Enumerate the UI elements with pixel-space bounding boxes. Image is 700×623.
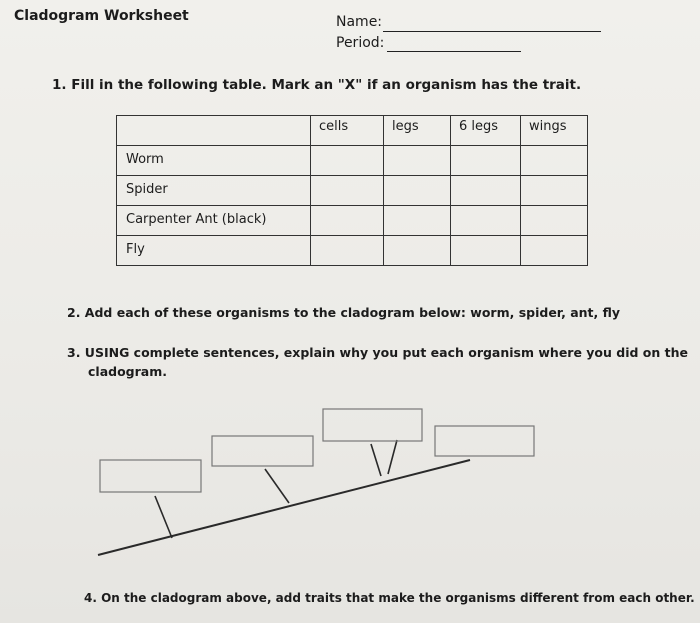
cladogram-main-line — [98, 460, 470, 555]
cladogram-box-1[interactable] — [100, 460, 201, 492]
cladogram-branch-4 — [388, 440, 397, 474]
organism-cell: Spider — [117, 176, 311, 206]
table-header-6-legs: 6 legs — [451, 116, 521, 146]
question-3-line-1: 3. USING complete sentences, explain why you put each organism where you did on the — [67, 345, 688, 360]
table-header-legs: legs — [384, 116, 451, 146]
question-4: 4. On the cladogram above, add traits that make the organisms different from each other. — [84, 591, 695, 605]
question-2: 2. Add each of these organisms to the cladogram below: worm, spider, ant, fly — [67, 305, 621, 320]
question-1: 1. Fill in the following table. Mark an "X" if an organism has the trait. — [52, 77, 582, 93]
cladogram-box-2[interactable] — [212, 436, 313, 466]
question-3-line-2: cladogram. — [88, 364, 167, 379]
name-label: Name: — [336, 14, 383, 30]
organism-cell: Fly — [117, 236, 311, 266]
organism-cell: Worm — [117, 146, 311, 176]
table-header-wings: wings — [521, 116, 588, 146]
cladogram-branch-2 — [265, 469, 289, 503]
period-label: Period: — [336, 35, 385, 51]
cladogram-branch-3 — [371, 444, 381, 476]
worksheet-title: Cladogram Worksheet — [14, 8, 189, 24]
table-header-cells: cells — [311, 116, 384, 146]
organism-cell: Carpenter Ant (black) — [117, 206, 311, 236]
cladogram-box-3[interactable] — [323, 409, 422, 441]
cladogram-branch-1 — [155, 496, 172, 538]
cladogram-box-4[interactable] — [435, 426, 534, 456]
